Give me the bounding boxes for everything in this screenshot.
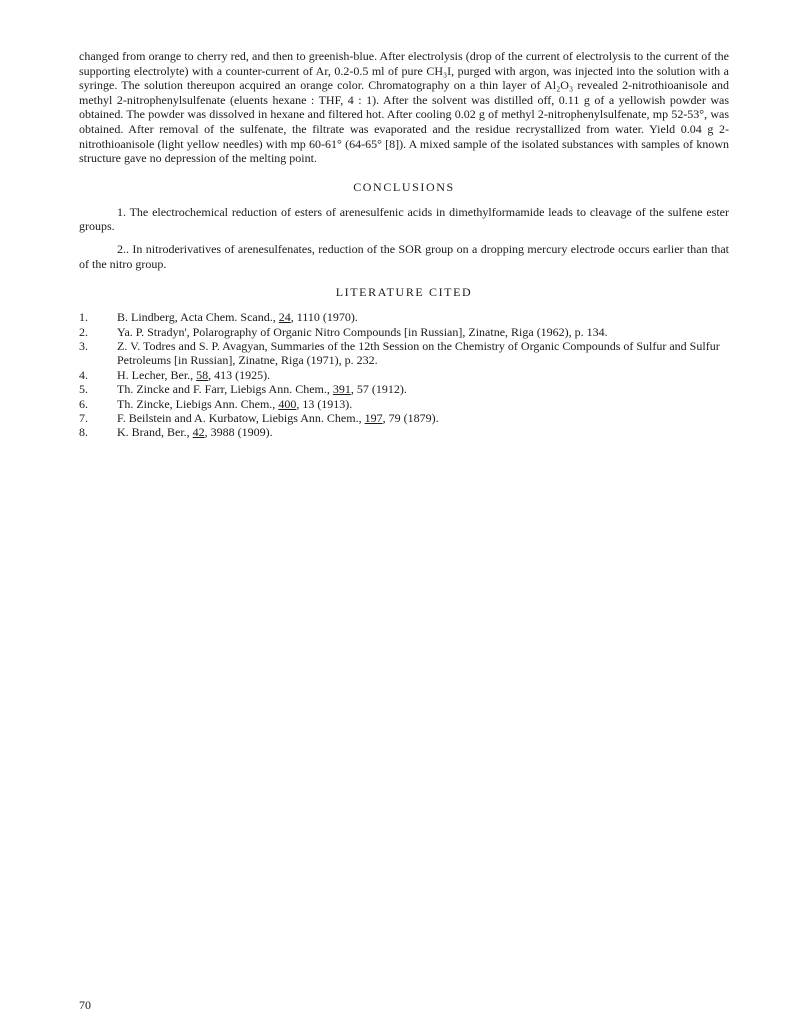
experimental-paragraph: changed from orange to cherry red, and then to greenish-blue. After electrolysis (drop of the current of electrolysis to the current of the supporting electrolyte) with a counter-current of Ar, 0.2-0.5 ml of pure CH₃I, purged with argon, was injected into the solution with a syringe. The solution thereupon acquired an orange color. Chromatography on a thin layer of Al₂O₃ revealed 2-nitrothioanisole and methyl 2-nitrophenylsulfenate (eluents hexane : THF, 4 : 1). After the solvent was distilled off, 0.11 g of a yellowish powder was obtained. The powder was dissolved in hexane and filtered hot. After cooling 0.02 g of methyl 2-nitrophenylsulfenate, mp 52-53°, was obtained. After removal of the sulfenate, the filtrate was evaporated and the residue recrystallized from water. Yield 0.04 g 2-nitrothioanisole (light yellow needles) with mp 60-61° (64-65° [8]). A mixed sample of the isolated substances with samples of known structure gave no depression of the melting point. xyxy=(79,49,729,166)
reference-number: 6. xyxy=(79,396,88,411)
reference-volume: 24 xyxy=(278,310,291,325)
page-number: 70 xyxy=(79,998,91,1012)
reference-number: 8. xyxy=(79,425,88,440)
conclusion-item-2: 2.. In nitroderivatives of arenesulfenates, reduction of the SOR group on a dropping mercury electrode occurs earlier than that of the nitro group. xyxy=(79,241,729,271)
reference-list xyxy=(79,310,729,440)
reference-volume: 197 xyxy=(364,410,383,425)
reference-item xyxy=(79,411,729,425)
reference-volume: 391 xyxy=(332,382,351,397)
page-body xyxy=(79,49,729,440)
reference-number: 1. xyxy=(79,310,88,325)
reference-item xyxy=(79,382,729,396)
reference-item xyxy=(79,397,729,411)
reference-volume: 400 xyxy=(278,396,297,411)
reference-number: 4. xyxy=(79,367,88,382)
reference-text: B. Lindberg, Acta Chem. Scand., 24, 1110 (1970). xyxy=(117,310,358,325)
reference-volume: 42 xyxy=(192,425,205,440)
reference-number: 7. xyxy=(79,410,88,425)
conclusion-item-1: 1. The electrochemical reduction of esters of arenesulfenic acids in dimethylformamide leads to cleavage of the sulfene ester groups. xyxy=(79,204,729,234)
reference-item xyxy=(79,425,729,439)
reference-number: 3. xyxy=(79,338,88,353)
reference-item xyxy=(79,368,729,382)
reference-number: 2. xyxy=(79,324,88,339)
reference-volume: 58 xyxy=(196,367,209,382)
reference-text: F. Beilstein and A. Kurbatow, Liebigs Ann. Chem., 197, 79 (1879). xyxy=(117,410,439,425)
reference-text: Th. Zincke, Liebigs Ann. Chem., 400, 13 (1913). xyxy=(117,396,353,411)
reference-text: K. Brand, Ber., 42, 3988 (1909). xyxy=(117,425,273,440)
reference-text: Ya. P. Stradyn', Polarography of Organic Nitro Compounds [in Russian], Zinatne, Riga (1962), p. 134. xyxy=(117,324,608,339)
reference-number: 5. xyxy=(79,382,88,397)
literature-heading: LITERATURE CITED xyxy=(335,285,473,300)
conclusions-heading: CONCLUSIONS xyxy=(353,179,455,194)
reference-text: Z. V. Todres and S. P. Avagyan, Summaries of the 12th Session on the Chemistry of Organic Compounds of Sulfur and Sulfur Petroleums [in Russian], Zinatne, Riga (1971), p. 232. xyxy=(117,338,720,368)
reference-text: H. Lecher, Ber., 58, 413 (1925). xyxy=(117,367,271,382)
reference-text: Th. Zincke and F. Farr, Liebigs Ann. Chem., 391, 57 (1912). xyxy=(117,382,407,397)
reference-item xyxy=(79,310,729,324)
reference-item xyxy=(79,325,729,339)
reference-item xyxy=(79,339,729,368)
